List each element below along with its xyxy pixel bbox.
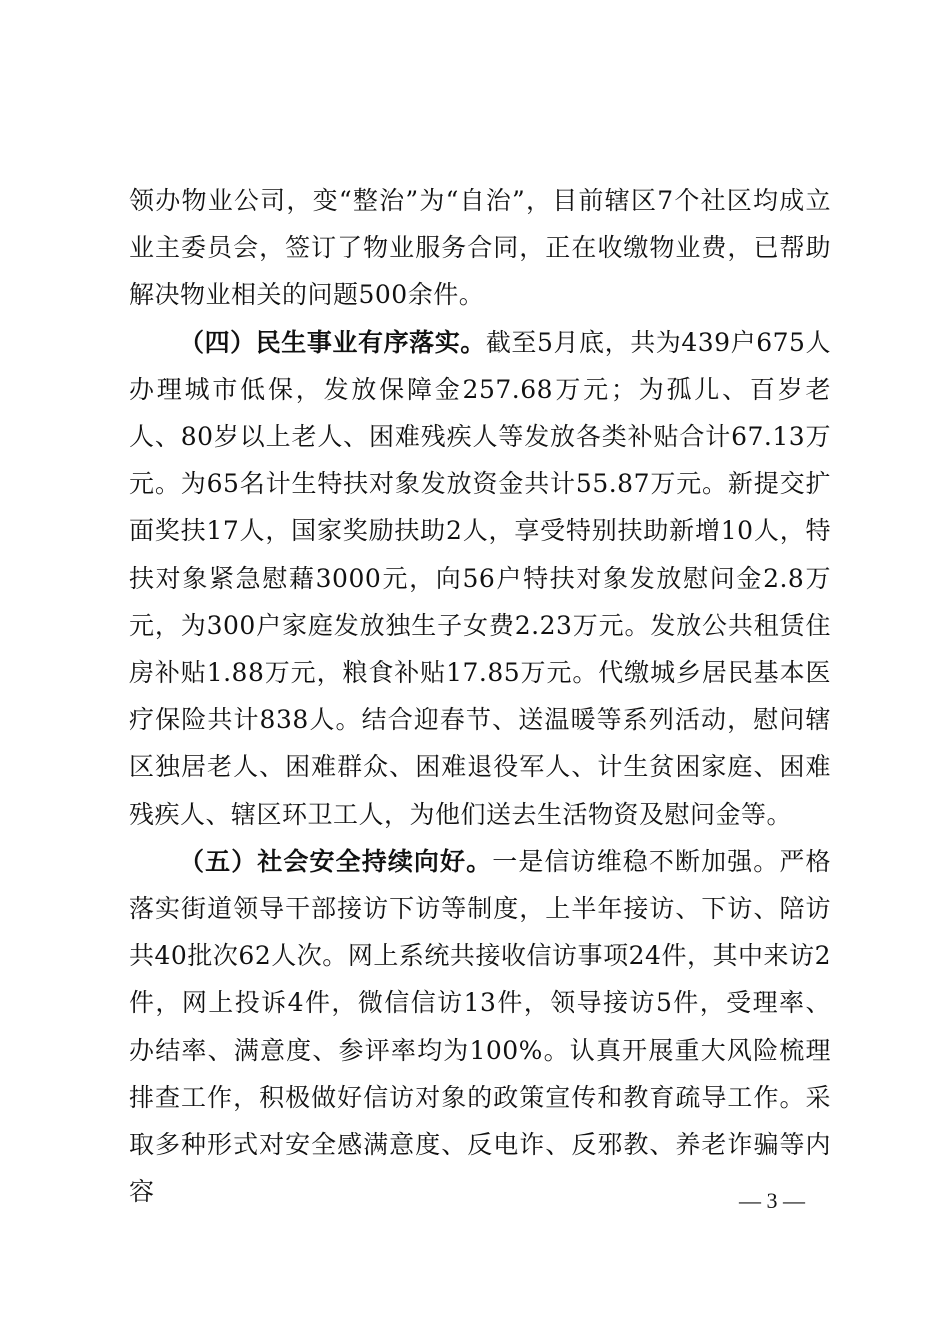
paragraph-text: 领办物业公司，变“整治”为“自治”，目前辖区7个社区均成立业主委员会，签订了物业服务合同，正在收缴物业费，已帮助解决物业相关的问题500余件。 <box>129 186 831 310</box>
paragraph-text: 一是信访维稳不断加强。严格落实街道领导干部接访下访等制度，上半年接访、下访、陪访共40批次62人次。网上系统共接收信访事项24件，其中来访2件，网上投诉4件，微信信访13件，领导接访5件，受理率、办结率、满意度、参评率均为100%。认真开展重大风险梳理排查工作，积极做好信访对象的政策宣传和教育疏导工作。采取多种形式对安全感满意度、反电诈、反邪教、养老诈骗等内容 <box>129 846 831 1207</box>
paragraph-livelihood <box>129 319 831 838</box>
document-body <box>129 177 831 1215</box>
page-number: — 3 — <box>739 1188 805 1213</box>
paragraph-property-continuation <box>129 177 831 319</box>
paragraph-text: 截至5月底，共为439户675人办理城市低保，发放保障金257.68万元；为孤儿、百岁老人、80岁以上老人、困难残疾人等发放各类补贴合计67.13万元。为65名计生特扶对象发放资金共计55.87万元。新提交扩面奖扶17人，国家奖励扶助2人，享受特别扶助新增10人，特扶对象紧急慰藉3000元，向56户特扶对象发放慰问金2.8万元，为300户家庭发放独生子女费2.23万元。发放公共租赁住房补贴1.88万元，粮食补贴17.85万元。代缴城乡居民基本医疗保险共计838人。结合迎春节、送温暖等系列活动，慰问辖区独居老人、困难群众、困难退役军人、计生贫困家庭、困难残疾人、辖区环卫工人，为他们送去生活物资及慰问金等。 <box>129 327 831 829</box>
section-heading-social-security: （五）社会安全持续向好。 <box>179 846 493 876</box>
section-heading-livelihood: （四）民生事业有序落实。 <box>179 327 486 357</box>
paragraph-social-security <box>129 838 831 1216</box>
